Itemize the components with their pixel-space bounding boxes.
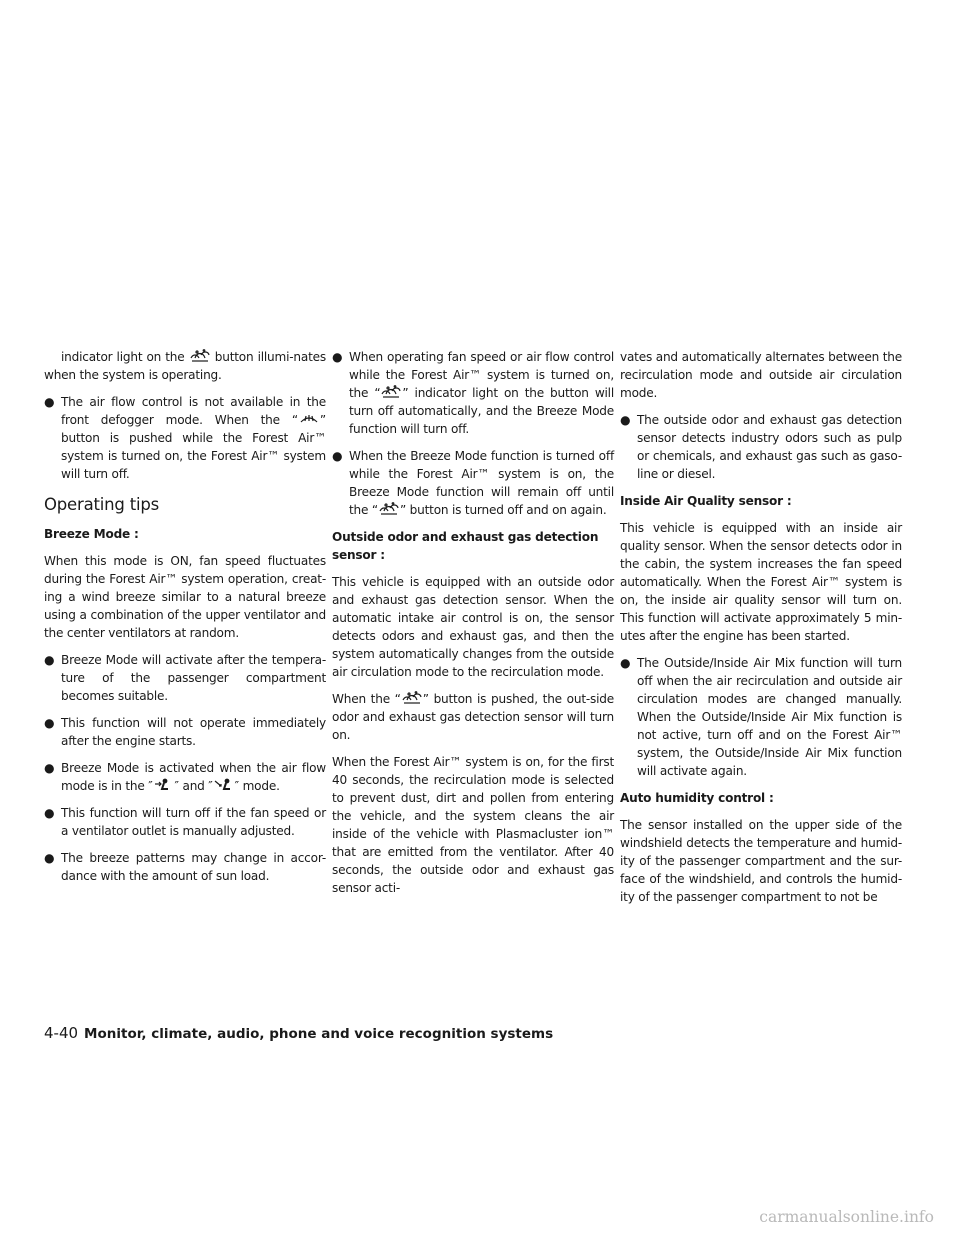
column-2 xyxy=(332,348,614,906)
forest-air-icon xyxy=(378,502,400,516)
text: The outside odor and exhaust gas detection sensor detects industry odors such as pulp or chemicals, and exhaust gas such as gaso-line or diesel. xyxy=(637,413,902,481)
page-number: 4-40 xyxy=(44,1024,79,1042)
front-defogger-icon xyxy=(298,412,320,426)
forest-air-icon xyxy=(189,349,211,363)
column-1 xyxy=(44,348,326,894)
text: The Outside/Inside Air Mix function will turn off when the air recirculation and outside air circulation modes are changed manually. When the Outside/Inside Air Mix function is not active, turn off and on the Forest Air™ system, the Outside/Inside Air Mix function will activate again. xyxy=(637,656,902,778)
bullet: ● xyxy=(332,350,343,364)
bullet: ● xyxy=(44,761,55,775)
text: Breeze Mode is activated when the air flow mode is in the ″ xyxy=(61,761,326,793)
bullet: ● xyxy=(332,449,343,463)
bullet: ● xyxy=(44,806,55,820)
vent-mode-icon xyxy=(153,778,175,792)
text: ” indicator light on the button will turn off automatically, and the Breeze Mode function will turn off. xyxy=(349,386,614,436)
list-item xyxy=(44,759,326,795)
text: ” button is pushed while the Forest Air™ system is turned on, the Forest Air™ system will turn off. xyxy=(61,413,326,481)
bullet: ● xyxy=(44,716,55,730)
list-item xyxy=(44,714,326,750)
bullet: ● xyxy=(620,656,631,670)
text: The breeze patterns may change in accor-dance with the amount of sun load. xyxy=(61,851,326,883)
text: This function will turn off if the fan speed or a ventilator outlet is manually adjusted. xyxy=(61,806,326,838)
paragraph: When the Forest Air™ system is on, for the first 40 seconds, the recirculation mode is selected to prevent dust, dirt and pollen from entering the vehicle, and the system cleans the air inside of the vehicle with Plasmacluster ion™ that are emitted from the ventilator. After 40 seconds, the outside odor and exhaust gas sensor acti- xyxy=(332,755,614,895)
bullet: ● xyxy=(44,395,55,409)
subheading: Auto humidity control : xyxy=(620,791,774,805)
column-3 xyxy=(620,348,902,915)
text: ” button is pushed, the out-side odor and exhaust gas detection sensor will turn on. xyxy=(332,692,614,742)
chapter-title: Monitor, climate, audio, phone and voice recognition systems xyxy=(84,1026,554,1042)
bullet: ● xyxy=(44,851,55,865)
bullet: ● xyxy=(620,413,631,427)
text: ” button is turned off and on again. xyxy=(399,503,607,517)
forest-air-icon xyxy=(380,385,402,399)
text: ″ mode. xyxy=(234,779,280,793)
list-item xyxy=(620,411,902,483)
text: When the Breeze Mode function is turned off while the Forest Air™ system is on, the Breeze Mode function will remain off until the “ xyxy=(349,449,614,517)
section-heading: Operating tips xyxy=(44,495,160,514)
list-item xyxy=(44,393,326,483)
forest-air-icon xyxy=(401,691,423,705)
paragraph xyxy=(44,348,326,384)
list-item xyxy=(620,654,902,780)
subheading: Outside odor and exhaust gas detection sensor : xyxy=(332,530,599,562)
paragraph: vates and automatically alternates between the recirculation mode and outside air circulation mode. xyxy=(620,350,902,400)
paragraph: This vehicle is equipped with an inside air quality sensor. When the sensor detects odor in the cabin, the system increases the fan speed automatically. When the Forest Air™ system is on, the inside air quality sensor will turn on. This function will activate approximately 5 min-utes after the engine has been started. xyxy=(620,521,902,643)
list-item xyxy=(332,447,614,519)
text: ″ and ″ xyxy=(174,779,213,793)
text: This function will not operate immediately after the engine starts. xyxy=(61,716,326,748)
paragraph xyxy=(332,690,614,744)
subheading: Inside Air Quality sensor : xyxy=(620,494,792,508)
paragraph: The sensor installed on the upper side of the windshield detects the temperature and humid-ity of the passenger compartment and the sur-face of the windshield, and controls the humid-ity of the passenger compartment to not be xyxy=(620,818,902,904)
list-item xyxy=(44,849,326,885)
text: button illumi-nates when the system is operating. xyxy=(44,350,326,382)
paragraph: When this mode is ON, fan speed fluctuates during the Forest Air™ system operation, creat-ing a wind breeze similar to a natural breeze using a combination of the upper ventilator and the center ventilators at random. xyxy=(44,554,326,640)
page-footer xyxy=(44,1024,924,1043)
text: Breeze Mode will activate after the tempera-ture of the passenger compartment becomes suitable. xyxy=(61,653,326,703)
list-item xyxy=(332,348,614,438)
text: indicator light on the xyxy=(61,350,185,364)
list-item xyxy=(44,651,326,705)
watermark: carmanualsonline.info xyxy=(759,1208,934,1226)
text: When operating fan speed or air flow control while the Forest Air™ system is turned on, the “ xyxy=(349,350,614,400)
text: When the “ xyxy=(332,692,401,706)
text: The air flow control is not available in the front defogger mode. When the “ xyxy=(61,395,326,427)
list-item xyxy=(44,804,326,840)
subheading: Breeze Mode : xyxy=(44,527,139,541)
paragraph: This vehicle is equipped with an outside odor and exhaust gas detection sensor. When the automatic intake air control is on, the sensor detects odors and exhaust gas, and then the system automatically changes from the outside air circulation mode to the recirculation mode. xyxy=(332,575,614,679)
bi-level-mode-icon xyxy=(213,778,235,792)
bullet: ● xyxy=(44,653,55,667)
